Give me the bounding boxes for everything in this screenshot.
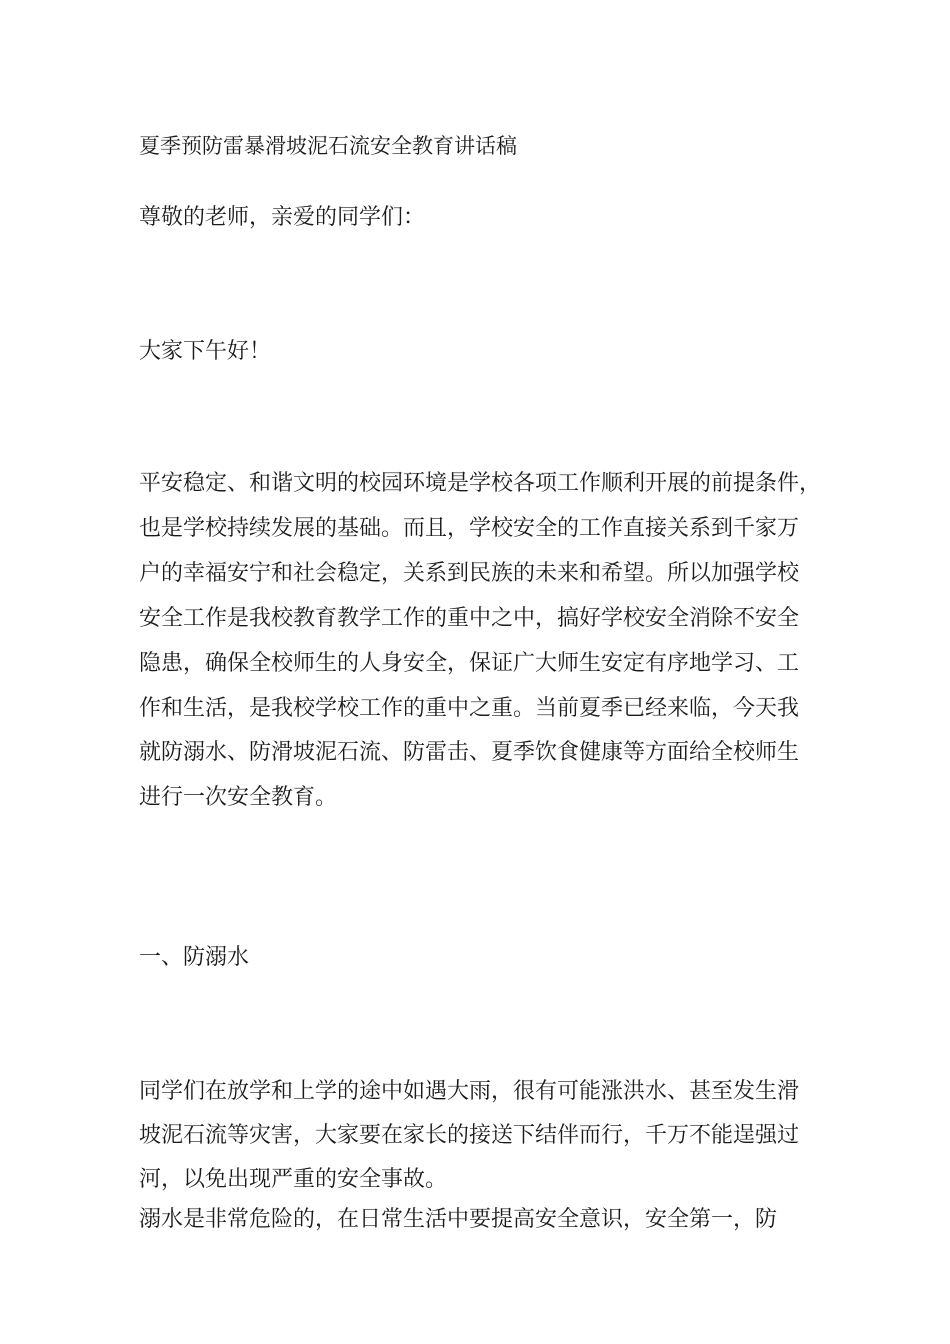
section-heading-drowning: 一、防溺水 (139, 945, 250, 970)
paragraph-line: 进行一次安全教育。 (139, 785, 338, 811)
intro-paragraph (139, 462, 822, 821)
paragraph-line: 坡泥石流等灾害，大家要在家长的接送下结伴而行，千万不能逞强过 (139, 1123, 800, 1148)
paragraph-line: 也是学校持续发展的基础。而且，学校安全的工作直接关系到千家万 (139, 515, 800, 541)
paragraph-line: 平安稳定、和谐文明的校园环境是学校各项工作顺利开展的前提条件， (139, 471, 822, 496)
greeting-line: 尊敬的老师，亲爱的同学们： (139, 205, 426, 230)
document-title: 夏季预防雷暴滑坡泥石流安全教育讲话稿 (139, 134, 517, 158)
section1-tail-line: 溺水是非常危险的，在日常生活中要提高安全意识，安全第一，防 (139, 1207, 778, 1232)
paragraph-line: 隐患，确保全校师生的人身安全，保证广大师生安定有序地学习、工 (139, 650, 800, 676)
paragraph-line: 作和生活，是我校学校工作的重中之重。当前夏季已经来临，今天我 (139, 695, 800, 721)
paragraph-line: 安全工作是我校教育教学工作的重中之中，搞好学校安全消除不安全 (139, 605, 800, 631)
section1-paragraph (139, 1070, 819, 1202)
paragraph-line: 户的幸福安宁和社会稳定，关系到民族的未来和希望。所以加强学校 (139, 560, 800, 586)
hello-line: 大家下午好！ (139, 339, 272, 364)
paragraph-line: 就防溺水、防滑坡泥石流、防雷击、夏季饮食健康等方面给全校师生 (139, 740, 800, 766)
paragraph-line: 河，以免出现严重的安全事故。 (139, 1167, 448, 1192)
paragraph-line: 同学们在放学和上学的途中如遇大雨，很有可能涨洪水、甚至发生滑 (139, 1079, 800, 1104)
